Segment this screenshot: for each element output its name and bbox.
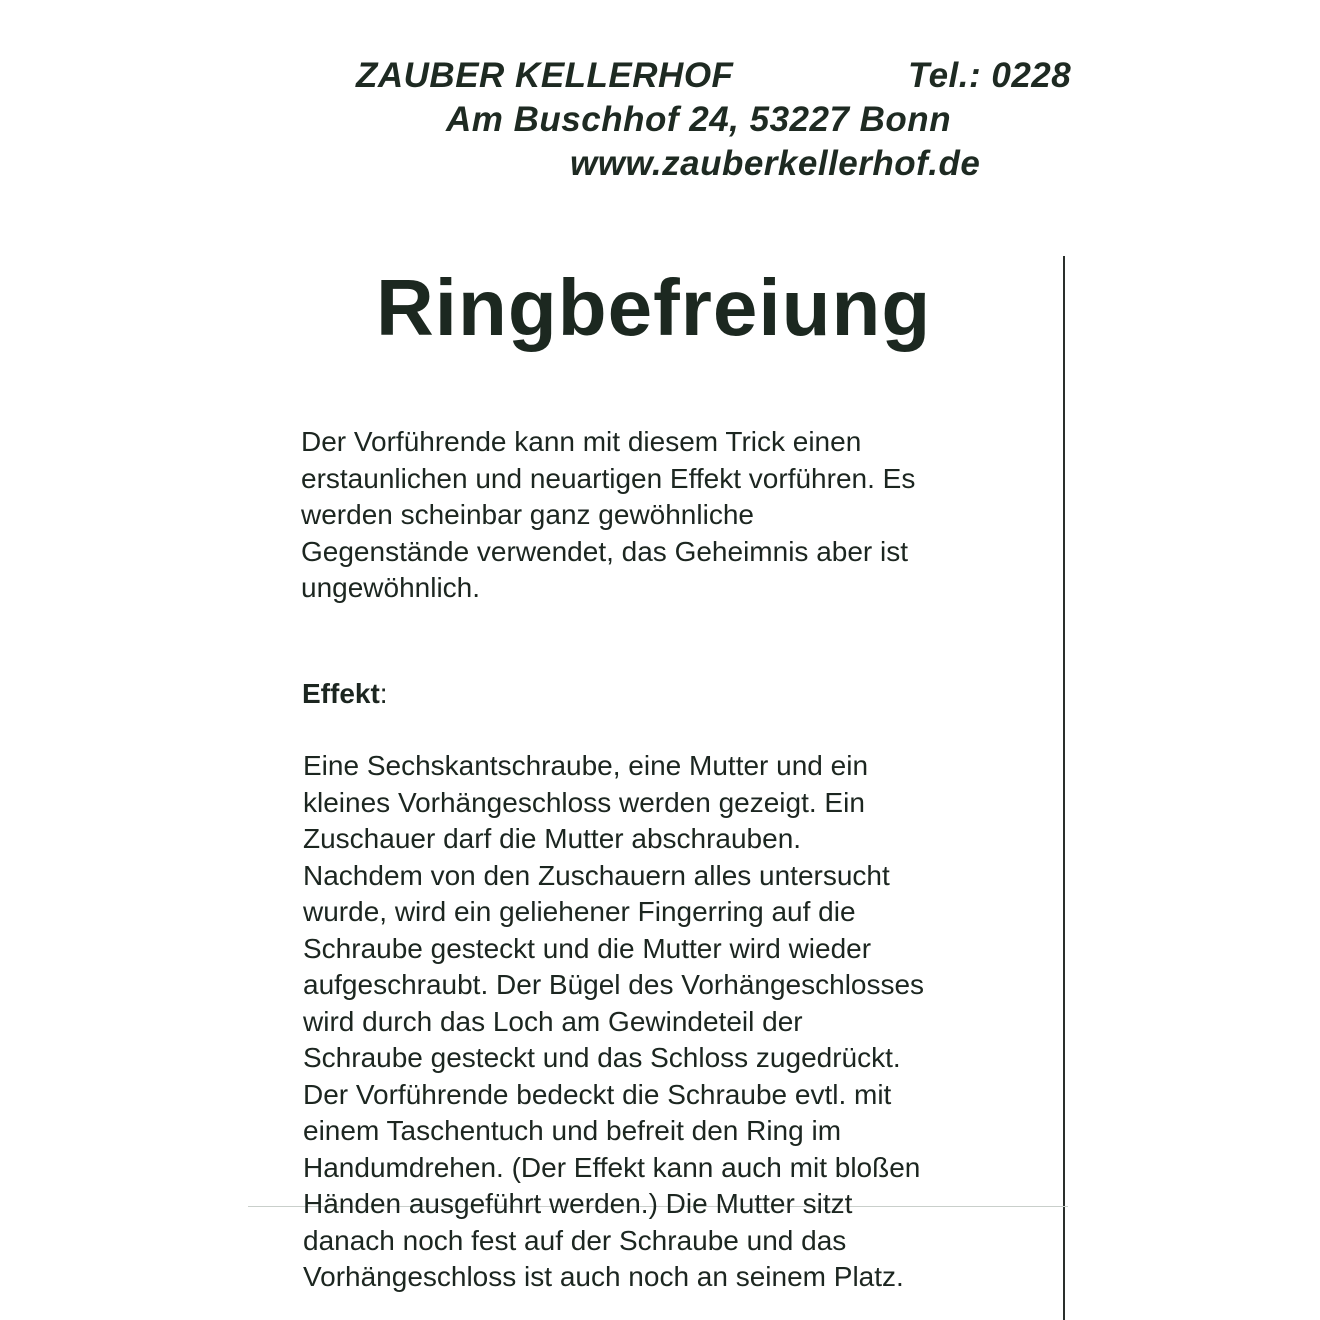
- effect-line: danach noch fest auf der Schraube und das: [303, 1224, 847, 1256]
- effect-paragraph: [303, 748, 924, 1296]
- effect-line: Schraube gesteckt und die Mutter wird wieder: [303, 932, 872, 964]
- effect-line: kleines Vorhängeschloss werden gezeigt. Ein: [303, 786, 865, 818]
- effect-line: wird durch das Loch am Gewindeteil der: [303, 1005, 803, 1037]
- effect-line: Eine Sechskantschraube, eine Mutter und ein: [303, 750, 869, 781]
- intro-line: werden scheinbar ganz gewöhnliche: [301, 499, 754, 530]
- intro-line: Gegenstände verwendet, das Geheimnis aber ist: [301, 535, 909, 567]
- company-phone: Tel.: 0228: [908, 56, 1072, 95]
- effect-line: Schraube gesteckt und das Schloss zugedrückt.: [303, 1042, 901, 1073]
- scan-border-line: [1063, 256, 1065, 1320]
- company-address: Am Buschhof 24, 53227 Bonn: [446, 100, 952, 139]
- intro-paragraph: [301, 424, 915, 607]
- company-website: www.zauberkellerhof.de: [570, 144, 981, 183]
- effect-line: wurde, wird ein geliehener Fingerring auf die: [303, 896, 856, 927]
- effect-line: Der Vorführende bedeckt die Schraube evtl. mit: [303, 1078, 892, 1110]
- effect-heading: [302, 678, 388, 710]
- effect-heading-text: Effekt: [302, 678, 380, 709]
- effect-line: Zuschauer darf die Mutter abschrauben.: [303, 823, 802, 854]
- intro-line: ungewöhnlich.: [301, 572, 481, 603]
- effect-line: einem Taschentuch und befreit den Ring im: [303, 1115, 842, 1146]
- effect-line: Händen ausgeführt werden.) Die Mutter sitzt: [303, 1188, 853, 1219]
- effect-line: aufgeschraubt. Der Bügel des Vorhängeschlosses: [303, 969, 925, 1000]
- effect-line: Handumdrehen. (Der Effekt kann auch mit bloßen: [303, 1151, 921, 1183]
- document-title: Ringbefreiung: [376, 263, 932, 352]
- effect-line: Nachdem von den Zuschauern alles untersucht: [303, 859, 890, 891]
- intro-line: erstaunlichen und neuartigen Effekt vorführen. Es: [301, 462, 916, 494]
- intro-line: Der Vorführende kann mit diesem Trick einen: [301, 426, 862, 457]
- company-name: ZAUBER KELLERHOF: [356, 56, 734, 95]
- effect-line: Vorhängeschloss ist auch noch an seinem Platz.: [303, 1261, 904, 1292]
- effect-heading-colon: :: [379, 678, 388, 709]
